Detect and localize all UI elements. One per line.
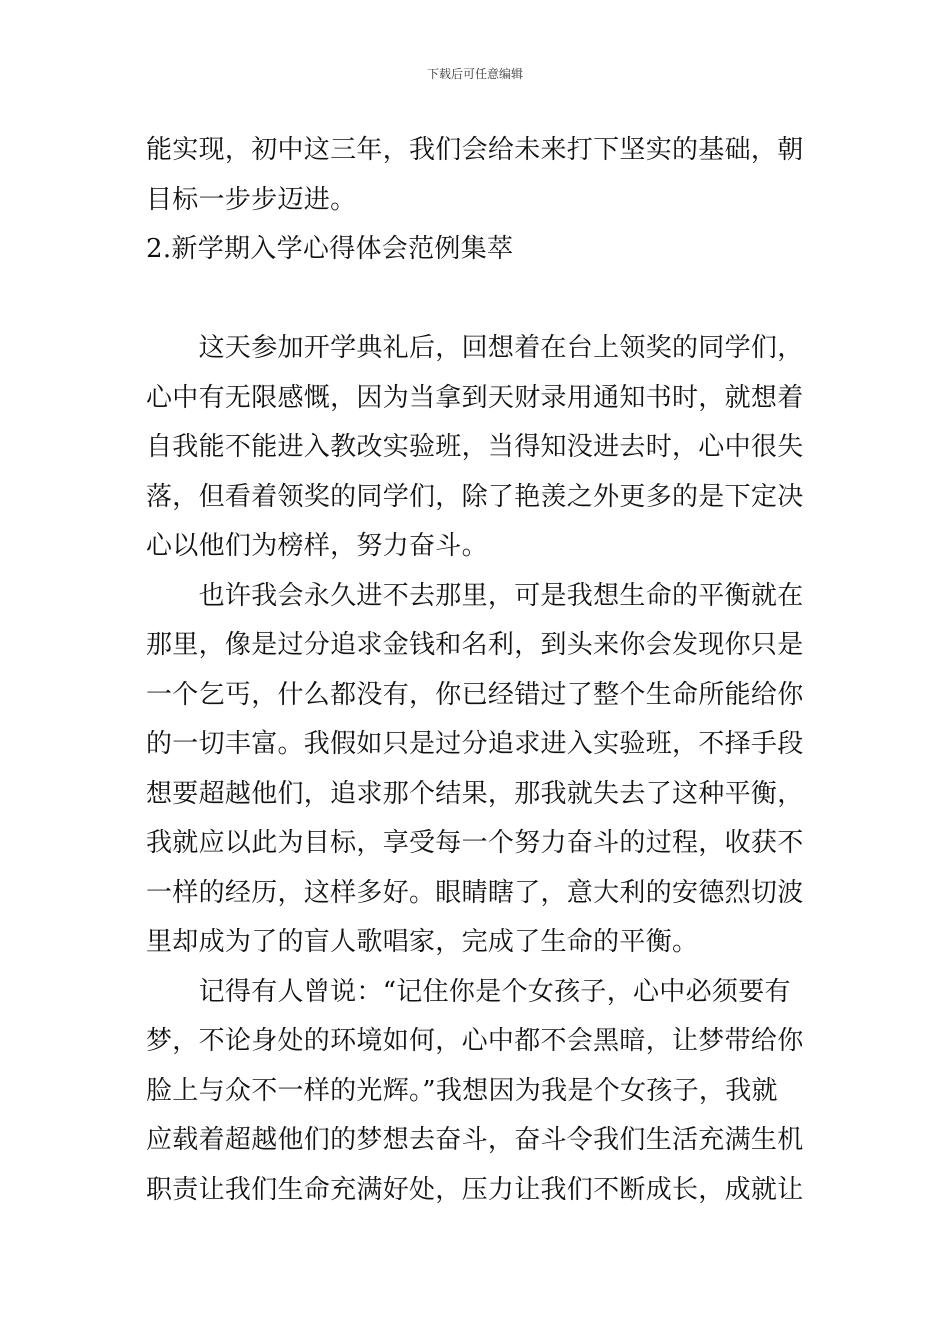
text-line: 里却成为了的盲人歌唱家，完成了生命的平衡。 <box>146 927 699 957</box>
text-line: 脸上与众不一样的光辉。”我想因为我是个女孩子，我就 <box>146 1075 778 1106</box>
text-line: 那里，像是过分追求金钱和名利，到头来你会发现你只是 <box>146 630 804 660</box>
text-line: 梦，不论身处的环境如何，心中都不会黑暗，让梦带给你 <box>146 1026 804 1056</box>
text-line: 自我能不能进入教改实验班，当得知没进去时，心中很失 <box>146 432 804 462</box>
text-line: 能实现，初中这三年，我们会给未来打下坚实的基础，朝 <box>146 135 804 165</box>
text-line: 一个乞丐，什么都没有，你已经错过了整个生命所能给你 <box>146 679 804 710</box>
text-line: 的一切丰富。我假如只是过分追求进入实验班，不择手段 <box>146 729 804 759</box>
document-body <box>146 126 808 1215</box>
section-heading: 2.新学期入学心得体会范例集萃 <box>146 234 514 264</box>
text-line: 一样的经历，这样多好。眼睛瞎了，意大利的安德烈切波 <box>146 877 804 908</box>
text-line: 目标一步步迈进。 <box>146 184 357 215</box>
text-line: 这天参加开学典礼后，回想着在台上领奖的同学们， <box>146 333 804 363</box>
text-line: 也许我会永久进不去那里，可是我想生命的平衡就在 <box>146 580 804 611</box>
page-header: 下载后可任意编辑 <box>426 67 523 81</box>
text-line: 职责让我们生命充满好处，压力让我们不断成长，成就让 <box>146 1174 804 1205</box>
text-line: 应载着超越他们的梦想去奋斗，奋斗令我们生活充满生机 <box>146 1125 804 1155</box>
text-line: 落，但看着领奖的同学们，除了艳羡之外更多的是下定决 <box>146 481 804 512</box>
text-line: 我就应以此为目标，享受每一个努力奋斗的过程，收获不 <box>146 828 804 858</box>
text-line: 心以他们为榜样，努力奋斗。 <box>146 531 488 561</box>
text-line: 记得有人曾说：“记住你是个女孩子，心中必须要有 <box>146 976 791 1007</box>
blank-line <box>146 275 808 325</box>
text-line: 想要超越他们，追求那个结果，那我就失去了这种平衡， <box>146 778 804 809</box>
text-line: 心中有无限感慨，因为当拿到天财录用通知书时，就想着 <box>146 382 804 413</box>
